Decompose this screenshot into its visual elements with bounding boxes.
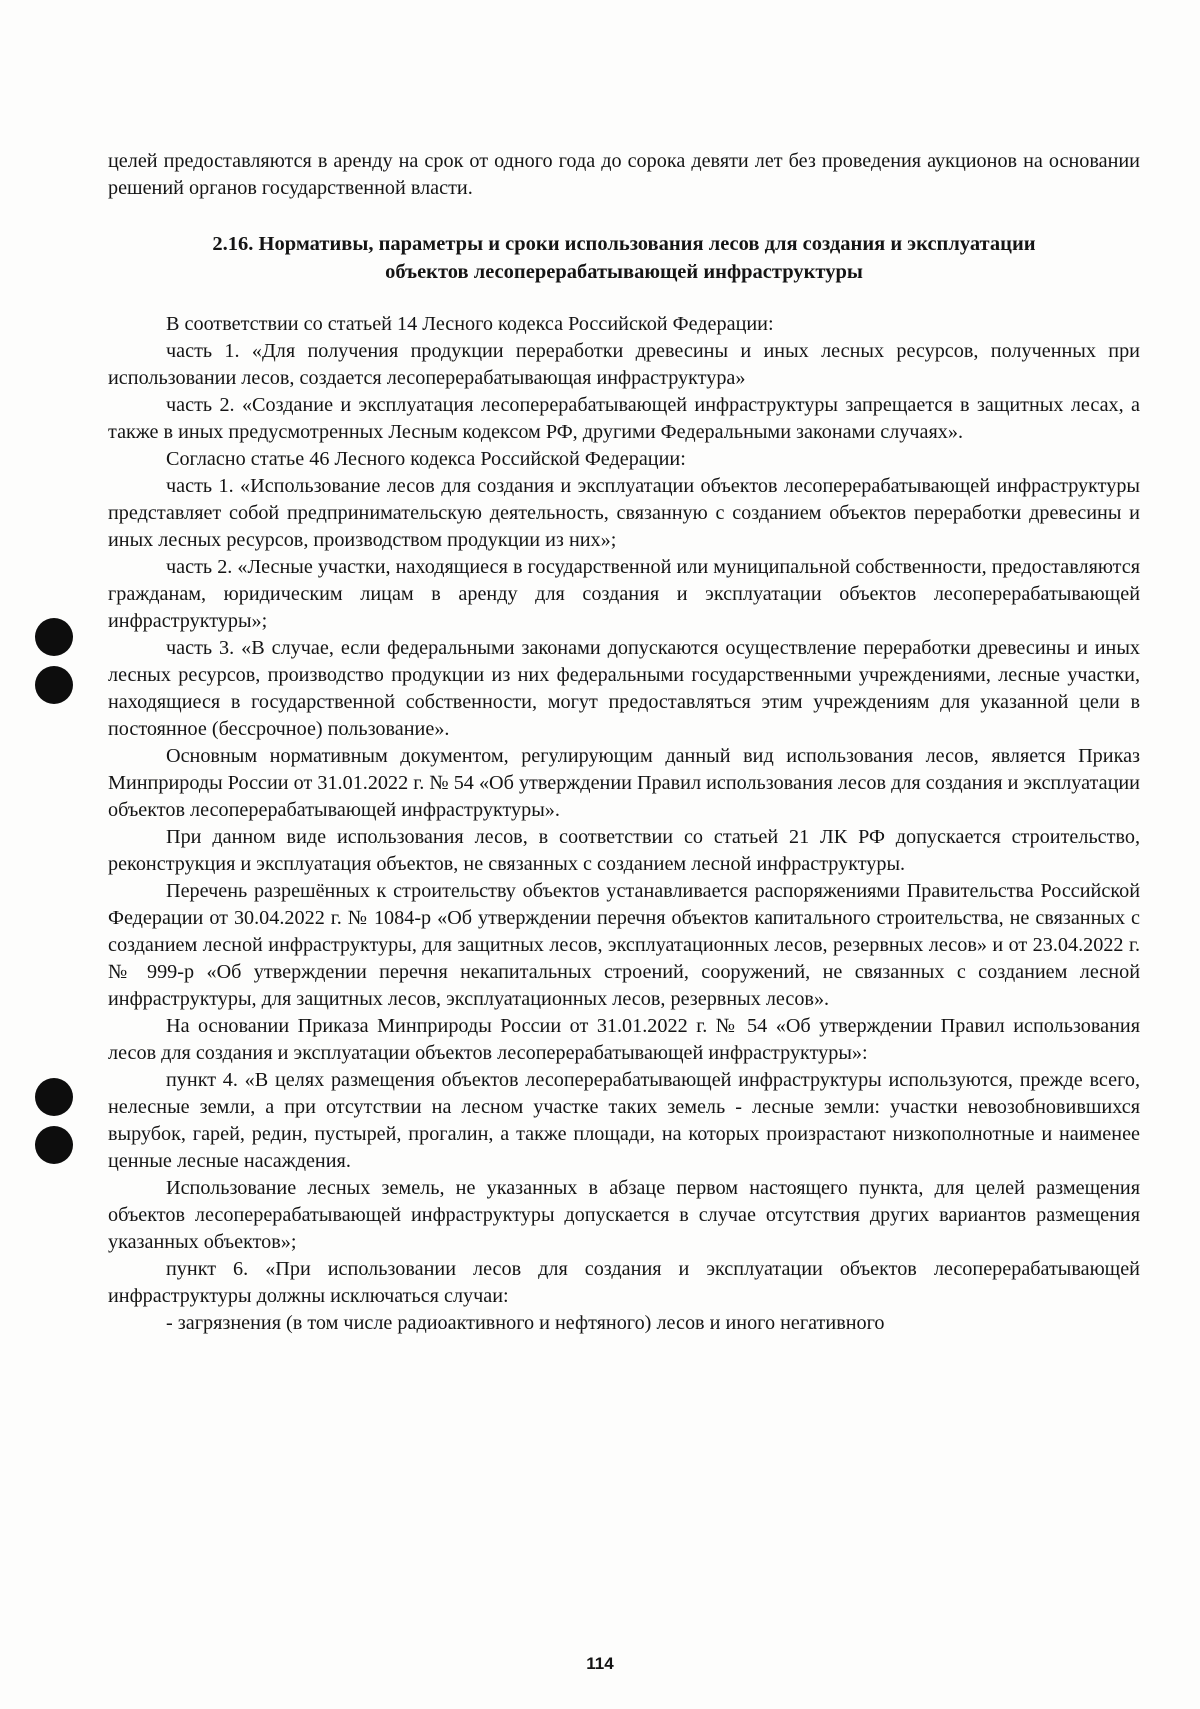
paragraph: Основным нормативным документом, регулирующим данный вид использования лесов, является Приказ Минприроды России от 31.01.2022 г. № 54 «Об утверждении Правил использования лесов для создания и эксплуатации объектов лесоперерабатывающей инфраструктуры».	[108, 745, 1140, 821]
paragraph: Согласно статье 46 Лесного кодекса Российской Федерации:	[166, 448, 686, 470]
paragraph: Использование лесных земель, не указанных в абзаце первом настоящего пункта, для целей размещения объектов лесоперерабатывающей инфраструктуры допускается в случае отсутствия других вариантов размещения указанных объектов»;	[108, 1177, 1140, 1253]
punch-hole	[35, 666, 73, 704]
punch-hole	[35, 618, 73, 656]
paragraph: На основании Приказа Минприроды России от 31.01.2022 г. № 54 «Об утверждении Правил использования лесов для создания и эксплуатации объектов лесоперерабатывающей инфраструктуры»:	[108, 1015, 1140, 1064]
page-number: 114	[586, 1654, 614, 1673]
section-title: 2.16. Нормативы, параметры и сроки использования лесов для создания и эксплуатации объектов лесоперерабатывающей инфраструктуры	[212, 233, 1036, 283]
paragraph: часть 1. «Для получения продукции переработки древесины и иных лесных ресурсов, полученных при использовании лесов, создается лесоперерабатывающая инфраструктура»	[108, 340, 1140, 389]
paragraph: В соответствии со статьей 14 Лесного кодекса Российской Федерации:	[166, 313, 774, 335]
paragraph: часть 2. «Создание и эксплуатация лесоперерабатывающей инфраструктуры запрещается в защитных лесах, а также в иных предусмотренных Лесным кодексом РФ, другими Федеральными законами случаях».	[108, 394, 1140, 443]
intro-paragraph: целей предоставляются в аренду на срок от одного года до сорока девяти лет без проведения аукционов на основании решений органов государственной власти.	[108, 150, 1140, 199]
punch-hole	[35, 1078, 73, 1116]
paragraph: пункт 4. «В целях размещения объектов лесоперерабатывающей инфраструктуры используются, прежде всего, нелесные земли, а при отсутствии на лесном участке таких земель - лесные земли: участки невозобновившихся вырубок, гарей, редин, пустырей, прогалин, а также площади, на которых произрастают низкополнотные и наименее ценные лесные насаждения.	[108, 1069, 1140, 1172]
paragraph: - загрязнения (в том числе радиоактивного и нефтяного) лесов и иного негативного	[166, 1312, 885, 1334]
paragraph: пункт 6. «При использовании лесов для создания и эксплуатации объектов лесоперерабатывающей инфраструктуры должны исключаться случаи:	[108, 1258, 1140, 1307]
paragraph: При данном виде использования лесов, в соответствии со статьей 21 ЛК РФ допускается строительство, реконструкция и эксплуатация объектов, не связанных с созданием лесной инфраструктуры.	[108, 826, 1140, 875]
punch-hole	[35, 1126, 73, 1164]
paragraph: Перечень разрешённых к строительству объектов устанавливается распоряжениями Правительства Российской Федерации от 30.04.2022 г. № 1084-р «Об утверждении перечня объектов капитального строительства, не связанных с созданием лесной инфраструктуры, для защитных лесов, эксплуатационных лесов, резервных лесов» и от 23.04.2022 г. № 999-р «Об утверждении перечня некапитальных строений, сооружений, не связанных с созданием лесной инфраструктуры, для защитных лесов, эксплуатационных лесов, резервных лесов».	[108, 880, 1140, 1010]
paragraph: часть 3. «В случае, если федеральными законами допускаются осуществление переработки древесины и иных лесных ресурсов, производство продукции из них федеральными государственными учреждениями, лесные участки, находящиеся в государственной собственности, могут предоставляться этим учреждениям для указанной цели в постоянное (бессрочное) пользование».	[108, 637, 1140, 740]
document-page	[108, 148, 1140, 1337]
paragraph: часть 2. «Лесные участки, находящиеся в государственной или муниципальной собственности, предоставляются гражданам, юридическим лицам в аренду для создания и эксплуатации объектов лесоперерабатывающей инфраструктуры»;	[108, 556, 1140, 632]
paragraph: часть 1. «Использование лесов для создания и эксплуатации объектов лесоперерабатывающей инфраструктуры представляет собой предпринимательскую деятельность, связанную с созданием объектов переработки древесины и иных лесных ресурсов, производством продукции из них»;	[108, 475, 1140, 551]
